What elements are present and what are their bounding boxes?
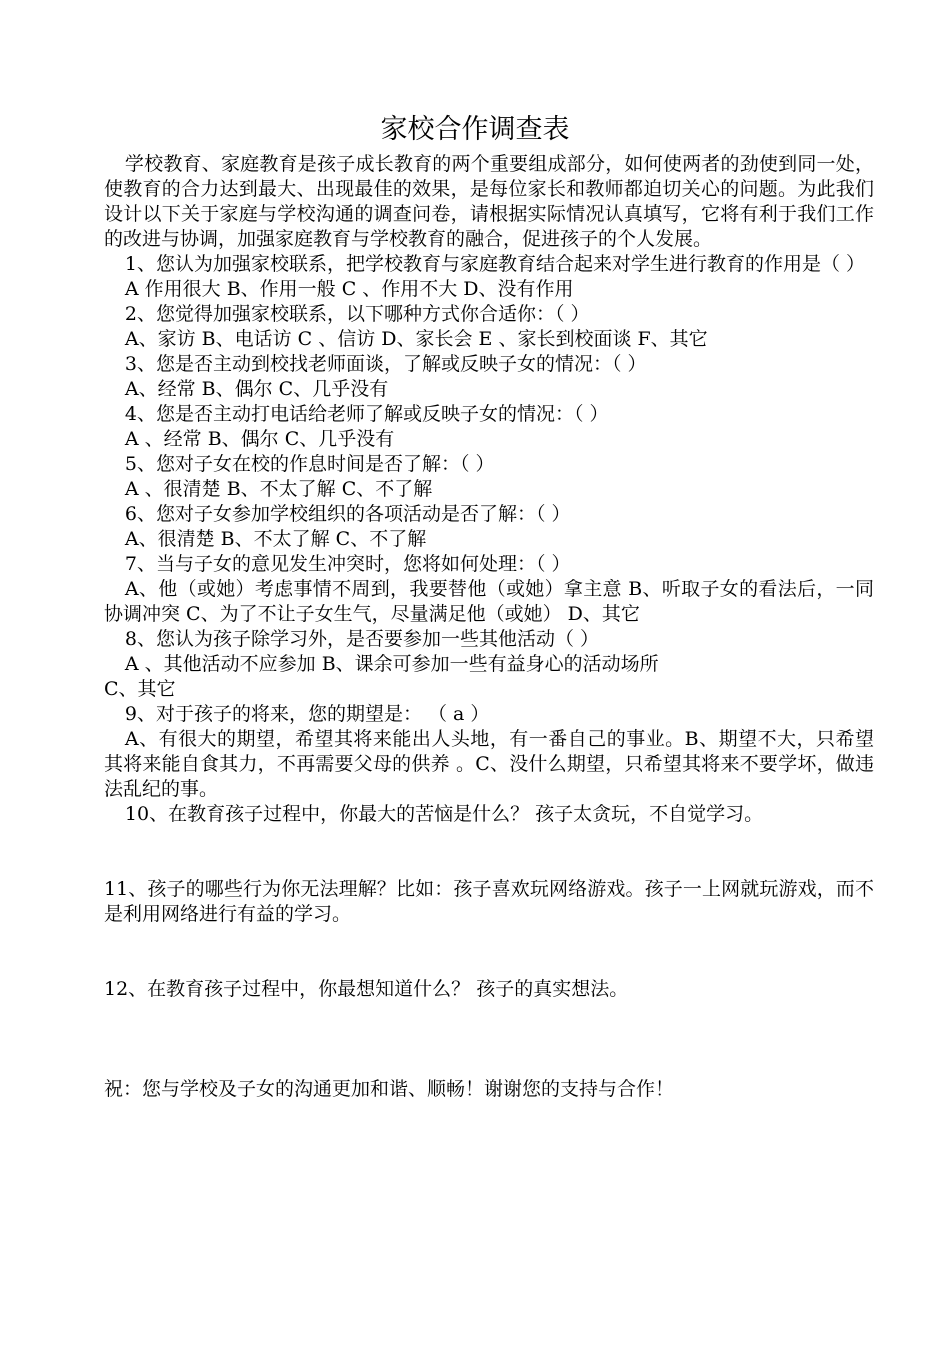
question-3: 3、您是否主动到校找老师面谈，了解或反映子女的情况：（ ） bbox=[124, 353, 647, 375]
question-10: 10、在教育孩子过程中，你最大的苦恼是什么？ 孩子太贪玩，不自觉学习。 bbox=[124, 803, 764, 825]
survey-body bbox=[104, 152, 874, 1102]
question-5: 5、您对子女在校的作息时间是否了解：（ ） bbox=[124, 453, 495, 475]
question-2-options: A、家访 B、电话访 C 、信访 D、家长会 E 、家长到校面谈 F、其它 bbox=[124, 328, 708, 350]
question-1-options: A 作用很大 B、作用一般 C 、作用不大 D、没有作用 bbox=[124, 278, 574, 300]
question-6: 6、您对子女参加学校组织的各项活动是否了解：（ ） bbox=[124, 503, 571, 525]
question-8-options: A 、其他活动不应参加 B、课余可参加一些有益身心的活动场所 bbox=[124, 653, 659, 675]
question-4-options: A 、经常 B、偶尔 C、几乎没有 bbox=[124, 428, 395, 450]
question-8: 8、您认为孩子除学习外，是否要参加一些其他活动（ ） bbox=[124, 628, 600, 650]
question-3-options: A、经常 B、偶尔 C、几乎没有 bbox=[124, 378, 389, 400]
question-6-options: A、很清楚 B、不太了解 C、不了解 bbox=[124, 528, 427, 550]
question-8-options-continued: C、其它 bbox=[104, 678, 176, 700]
question-11: 11、孩子的哪些行为你无法理解？比如：孩子喜欢玩网络游戏。孩子一上网就玩游戏，而不是利用网络进行有益的学习。 bbox=[104, 878, 874, 925]
question-7-options: A、他（或她）考虑事情不周到，我要替他（或她）拿主意 B、听取子女的看法后，一同协调冲突 C、为了不让子女生气，尽量满足他（或她） D、其它 bbox=[104, 578, 874, 625]
question-4: 4、您是否主动打电话给老师了解或反映子女的情况：（ ） bbox=[124, 403, 609, 425]
question-12: 12、在教育孩子过程中，你最想知道什么？ 孩子的真实想法。 bbox=[104, 978, 629, 1000]
page-title: 家校合作调查表 bbox=[380, 114, 570, 145]
closing-line: 祝：您与学校及子女的沟通更加和谐、顺畅！谢谢您的支持与合作！ bbox=[104, 1078, 675, 1100]
question-9: 9、对于孩子的将来，您的期望是： （ a ） bbox=[124, 703, 490, 725]
question-7: 7、当与子女的意见发生冲突时，您将如何处理：（ ） bbox=[124, 553, 571, 575]
question-9-options: A、有很大的期望，希望其将来能出人头地，有一番自己的事业。B、期望不大，只希望其将来能自食其力，不再需要父母的供养 。C、没什么期望，只希望其将来不要学坏，做违法乱纪的事。 bbox=[104, 728, 874, 800]
question-2: 2、您觉得加强家校联系，以下哪种方式你合适你：（ ） bbox=[124, 303, 590, 325]
question-1: 1、您认为加强家校联系，把学校教育与家庭教育结合起来对学生进行教育的作用是（ ） bbox=[124, 253, 866, 275]
intro-paragraph: 学校教育、家庭教育是孩子成长教育的两个重要组成部分，如何使两者的劲使到同一处，使教育的合力达到最大、出现最佳的效果，是每位家长和教师都迫切关心的问题。为此我们设计以下关于家庭与学校沟通的调查问卷，请根据实际情况认真填写，它将有利于我们工作的改进与协调，加强家庭教育与学校教育的融合，促进孩子的个人发展。 bbox=[104, 153, 874, 250]
question-5-options: A 、很清楚 B、不太了解 C、不了解 bbox=[124, 478, 433, 500]
